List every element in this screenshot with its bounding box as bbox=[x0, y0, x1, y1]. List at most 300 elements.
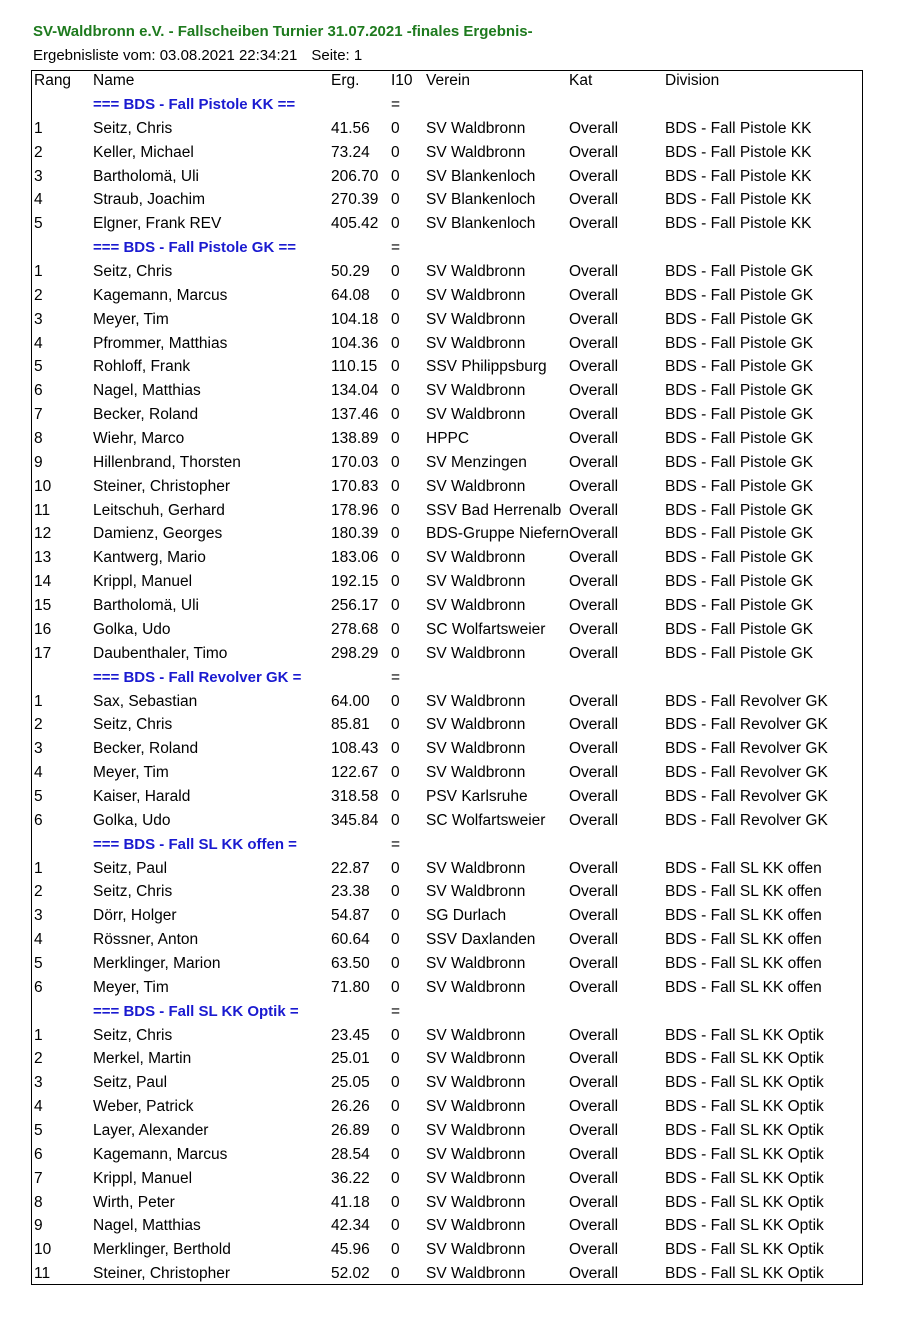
cell-erg: 23.38 bbox=[331, 883, 370, 901]
page-title: SV-Waldbronn e.V. - Fallscheiben Turnier 31.07.2021 -finales Ergebnis- bbox=[33, 23, 533, 40]
cell-verein: SV Waldbronn bbox=[426, 382, 526, 400]
cell-verein: SV Waldbronn bbox=[426, 716, 526, 734]
cell-i10: = bbox=[391, 668, 401, 686]
table-row bbox=[32, 477, 862, 501]
cell-i10: 0 bbox=[391, 310, 400, 328]
cell-kat: Overall bbox=[569, 1241, 619, 1259]
cell-division: BDS - Fall Pistole GK bbox=[665, 525, 814, 543]
cell-i10: 0 bbox=[391, 477, 400, 495]
header-name: Name bbox=[93, 72, 135, 89]
cell-rang: 3 bbox=[34, 740, 43, 758]
cell-rang: 5 bbox=[34, 215, 43, 233]
table-row bbox=[32, 405, 862, 429]
table-row bbox=[32, 572, 862, 596]
cell-i10: 0 bbox=[391, 1193, 400, 1211]
cell-erg: 25.05 bbox=[331, 1074, 370, 1092]
table-row bbox=[32, 596, 862, 620]
results-table bbox=[31, 70, 863, 1285]
group-title: === BDS - Fall Pistole GK == bbox=[93, 239, 296, 257]
cell-verein: SSV Daxlanden bbox=[426, 931, 536, 949]
cell-verein: SV Waldbronn bbox=[426, 477, 526, 495]
cell-kat: Overall bbox=[569, 1265, 619, 1283]
cell-verein: SV Waldbronn bbox=[426, 1145, 526, 1163]
cell-verein: SV Waldbronn bbox=[426, 1265, 526, 1283]
cell-division: BDS - Fall SL KK Optik bbox=[665, 1193, 824, 1211]
cell-verein: SV Waldbronn bbox=[426, 1169, 526, 1187]
cell-kat: Overall bbox=[569, 167, 619, 185]
cell-kat: Overall bbox=[569, 215, 619, 233]
cell-verein: SV Waldbronn bbox=[426, 692, 526, 710]
cell-kat: Overall bbox=[569, 501, 619, 519]
cell-i10: 0 bbox=[391, 740, 400, 758]
header-kat: Kat bbox=[569, 72, 593, 89]
cell-name: Meyer, Tim bbox=[93, 310, 169, 328]
cell-kat: Overall bbox=[569, 597, 619, 615]
cell-division: BDS - Fall SL KK Optik bbox=[665, 1241, 824, 1259]
cell-rang: 17 bbox=[34, 644, 52, 662]
cell-erg: 73.24 bbox=[331, 143, 370, 161]
table-row bbox=[32, 190, 862, 214]
table-row bbox=[32, 763, 862, 787]
table-row bbox=[32, 715, 862, 739]
cell-verein: SV Waldbronn bbox=[426, 549, 526, 567]
cell-erg: 137.46 bbox=[331, 406, 379, 424]
cell-verein: SV Waldbronn bbox=[426, 978, 526, 996]
cell-division: BDS - Fall Revolver GK bbox=[665, 787, 828, 805]
group-title: === BDS - Fall Revolver GK = bbox=[93, 668, 302, 686]
cell-division: BDS - Fall Pistole GK bbox=[665, 477, 814, 495]
cell-verein: SV Waldbronn bbox=[426, 263, 526, 281]
table-row bbox=[32, 739, 862, 763]
cell-kat: Overall bbox=[569, 525, 619, 543]
cell-verein: SV Waldbronn bbox=[426, 334, 526, 352]
cell-name: Becker, Roland bbox=[93, 740, 199, 758]
cell-division: BDS - Fall SL KK offen bbox=[665, 954, 822, 972]
cell-i10: 0 bbox=[391, 406, 400, 424]
cell-i10: 0 bbox=[391, 1169, 400, 1187]
cell-division: BDS - Fall SL KK Optik bbox=[665, 1121, 824, 1139]
cell-verein: SV Waldbronn bbox=[426, 310, 526, 328]
cell-erg: 63.50 bbox=[331, 954, 370, 972]
table-row bbox=[32, 381, 862, 405]
cell-division: BDS - Fall Pistole GK bbox=[665, 382, 814, 400]
cell-kat: Overall bbox=[569, 119, 619, 137]
table-row bbox=[32, 811, 862, 835]
cell-kat: Overall bbox=[569, 1121, 619, 1139]
table-row bbox=[32, 214, 862, 238]
cell-erg: 54.87 bbox=[331, 907, 370, 925]
cell-name: Bartholomä, Uli bbox=[93, 597, 199, 615]
cell-kat: Overall bbox=[569, 931, 619, 949]
cell-rang: 2 bbox=[34, 286, 43, 304]
cell-kat: Overall bbox=[569, 644, 619, 662]
cell-kat: Overall bbox=[569, 382, 619, 400]
cell-name: Keller, Michael bbox=[93, 143, 194, 161]
cell-division: BDS - Fall SL KK offen bbox=[665, 978, 822, 996]
cell-name: Seitz, Chris bbox=[93, 1026, 173, 1044]
cell-rang: 2 bbox=[34, 1050, 43, 1068]
cell-rang: 1 bbox=[34, 859, 43, 877]
cell-erg: 104.18 bbox=[331, 310, 379, 328]
cell-kat: Overall bbox=[569, 310, 619, 328]
table-row bbox=[32, 1121, 862, 1145]
cell-division: BDS - Fall Pistole GK bbox=[665, 430, 814, 448]
cell-verein: SV Waldbronn bbox=[426, 644, 526, 662]
cell-name: Nagel, Matthias bbox=[93, 1217, 201, 1235]
cell-erg: 23.45 bbox=[331, 1026, 370, 1044]
cell-division: BDS - Fall SL KK offen bbox=[665, 859, 822, 877]
cell-i10: 0 bbox=[391, 573, 400, 591]
cell-kat: Overall bbox=[569, 716, 619, 734]
group-header-row bbox=[32, 835, 862, 859]
cell-i10: 0 bbox=[391, 263, 400, 281]
group-title: === BDS - Fall Pistole KK == bbox=[93, 96, 296, 113]
list-date: Ergebnisliste vom: 03.08.2021 22:34:21 bbox=[33, 47, 298, 64]
cell-kat: Overall bbox=[569, 1098, 619, 1116]
cell-division: BDS - Fall Pistole KK bbox=[665, 143, 812, 161]
cell-division: BDS - Fall Pistole GK bbox=[665, 597, 814, 615]
cell-division: BDS - Fall Pistole GK bbox=[665, 644, 814, 662]
cell-erg: 104.36 bbox=[331, 334, 379, 352]
cell-name: Layer, Alexander bbox=[93, 1121, 209, 1139]
cell-division: BDS - Fall Revolver GK bbox=[665, 740, 828, 758]
cell-kat: Overall bbox=[569, 430, 619, 448]
cell-verein: SV Waldbronn bbox=[426, 406, 526, 424]
cell-erg: 60.64 bbox=[331, 931, 370, 949]
cell-kat: Overall bbox=[569, 907, 619, 925]
cell-verein: SV Waldbronn bbox=[426, 859, 526, 877]
cell-erg: 108.43 bbox=[331, 740, 379, 758]
cell-division: BDS - Fall SL KK Optik bbox=[665, 1145, 824, 1163]
cell-kat: Overall bbox=[569, 978, 619, 996]
cell-division: BDS - Fall SL KK Optik bbox=[665, 1026, 824, 1044]
table-row bbox=[32, 1073, 862, 1097]
cell-kat: Overall bbox=[569, 573, 619, 591]
table-row bbox=[32, 620, 862, 644]
cell-erg: 110.15 bbox=[331, 358, 378, 376]
cell-verein: SV Waldbronn bbox=[426, 954, 526, 972]
cell-rang: 8 bbox=[34, 1193, 43, 1211]
table-row bbox=[32, 262, 862, 286]
cell-name: Weber, Patrick bbox=[93, 1098, 194, 1116]
cell-verein: SV Waldbronn bbox=[426, 1074, 526, 1092]
cell-name: Golka, Udo bbox=[93, 811, 171, 829]
cell-verein: SV Waldbronn bbox=[426, 143, 526, 161]
table-row bbox=[32, 310, 862, 334]
cell-erg: 134.04 bbox=[331, 382, 379, 400]
cell-verein: SV Waldbronn bbox=[426, 1193, 526, 1211]
cell-division: BDS - Fall Pistole GK bbox=[665, 263, 814, 281]
cell-name: Wirth, Peter bbox=[93, 1193, 175, 1211]
table-row bbox=[32, 1145, 862, 1169]
cell-name: Elgner, Frank REV bbox=[93, 215, 222, 233]
cell-i10: = bbox=[391, 835, 401, 853]
cell-rang: 6 bbox=[34, 382, 43, 400]
cell-name: Wiehr, Marco bbox=[93, 430, 185, 448]
cell-rang: 3 bbox=[34, 167, 43, 185]
cell-rang: 11 bbox=[34, 501, 51, 519]
cell-name: Kaiser, Harald bbox=[93, 787, 191, 805]
cell-division: BDS - Fall Pistole GK bbox=[665, 501, 814, 519]
cell-verein: BDS-Gruppe Niefern bbox=[426, 525, 570, 543]
table-row bbox=[32, 930, 862, 954]
cell-rang: 2 bbox=[34, 716, 43, 734]
table-row bbox=[32, 906, 862, 930]
cell-division: BDS - Fall SL KK Optik bbox=[665, 1217, 824, 1235]
cell-division: BDS - Fall Pistole GK bbox=[665, 549, 814, 567]
cell-i10: 0 bbox=[391, 525, 400, 543]
cell-name: Steiner, Christopher bbox=[93, 1265, 230, 1283]
cell-verein: SV Blankenloch bbox=[426, 215, 536, 233]
cell-kat: Overall bbox=[569, 740, 619, 758]
cell-name: Sax, Sebastian bbox=[93, 692, 198, 710]
cell-erg: 64.00 bbox=[331, 692, 370, 710]
cell-rang: 6 bbox=[34, 811, 43, 829]
cell-verein: SV Blankenloch bbox=[426, 167, 536, 185]
cell-name: Seitz, Paul bbox=[93, 1074, 168, 1092]
table-row bbox=[32, 1026, 862, 1050]
table-row bbox=[32, 453, 862, 477]
cell-erg: 122.67 bbox=[331, 764, 379, 782]
cell-division: BDS - Fall Pistole GK bbox=[665, 286, 814, 304]
cell-name: Krippl, Manuel bbox=[93, 573, 193, 591]
table-row bbox=[32, 429, 862, 453]
cell-verein: SV Waldbronn bbox=[426, 597, 526, 615]
header-rang: Rang bbox=[34, 72, 72, 89]
cell-kat: Overall bbox=[569, 406, 619, 424]
cell-i10: 0 bbox=[391, 597, 400, 615]
cell-division: BDS - Fall Pistole GK bbox=[665, 334, 814, 352]
cell-division: BDS - Fall SL KK Optik bbox=[665, 1265, 824, 1283]
table-row bbox=[32, 167, 862, 191]
list-info bbox=[33, 47, 362, 64]
cell-kat: Overall bbox=[569, 334, 619, 352]
cell-i10: 0 bbox=[391, 907, 400, 925]
cell-division: BDS - Fall Pistole KK bbox=[665, 215, 812, 233]
cell-rang: 9 bbox=[34, 453, 43, 471]
cell-rang: 2 bbox=[34, 143, 43, 161]
cell-division: BDS - Fall Pistole KK bbox=[665, 191, 812, 209]
cell-i10: 0 bbox=[391, 167, 400, 185]
cell-name: Leitschuh, Gerhard bbox=[93, 501, 225, 519]
table-row bbox=[32, 787, 862, 811]
cell-erg: 36.22 bbox=[331, 1169, 370, 1187]
table-row bbox=[32, 357, 862, 381]
cell-i10: 0 bbox=[391, 1217, 400, 1235]
cell-name: Rössner, Anton bbox=[93, 931, 199, 949]
table-row bbox=[32, 524, 862, 548]
cell-rang: 1 bbox=[34, 263, 43, 281]
cell-erg: 192.15 bbox=[331, 573, 379, 591]
cell-name: Kagemann, Marcus bbox=[93, 1145, 228, 1163]
cell-division: BDS - Fall Revolver GK bbox=[665, 811, 828, 829]
cell-rang: 3 bbox=[34, 907, 43, 925]
cell-rang: 1 bbox=[34, 692, 43, 710]
cell-i10: 0 bbox=[391, 1241, 400, 1259]
cell-kat: Overall bbox=[569, 549, 619, 567]
cell-i10: 0 bbox=[391, 549, 400, 567]
table-row bbox=[32, 859, 862, 883]
cell-kat: Overall bbox=[569, 358, 619, 376]
header-division: Division bbox=[665, 72, 720, 89]
table-row bbox=[32, 334, 862, 358]
cell-i10: 0 bbox=[391, 191, 400, 209]
cell-kat: Overall bbox=[569, 692, 619, 710]
cell-verein: SV Waldbronn bbox=[426, 573, 526, 591]
cell-erg: 52.02 bbox=[331, 1265, 370, 1283]
table-row bbox=[32, 548, 862, 572]
cell-kat: Overall bbox=[569, 143, 619, 161]
cell-erg: 278.68 bbox=[331, 620, 379, 638]
cell-i10: = bbox=[391, 96, 401, 113]
cell-verein: SG Durlach bbox=[426, 907, 507, 925]
cell-verein: SV Waldbronn bbox=[426, 1026, 526, 1044]
cell-i10: 0 bbox=[391, 501, 400, 519]
cell-division: BDS - Fall SL KK offen bbox=[665, 883, 822, 901]
cell-verein: SV Waldbronn bbox=[426, 286, 526, 304]
cell-verein: SV Waldbronn bbox=[426, 764, 526, 782]
cell-erg: 183.06 bbox=[331, 549, 379, 567]
cell-name: Seitz, Chris bbox=[93, 883, 173, 901]
cell-i10: 0 bbox=[391, 453, 400, 471]
cell-rang: 4 bbox=[34, 334, 43, 352]
cell-name: Meyer, Tim bbox=[93, 978, 169, 996]
cell-verein: SV Waldbronn bbox=[426, 1217, 526, 1235]
cell-verein: SSV Philippsburg bbox=[426, 358, 547, 376]
cell-kat: Overall bbox=[569, 453, 619, 471]
cell-i10: 0 bbox=[391, 143, 400, 161]
cell-i10: 0 bbox=[391, 764, 400, 782]
cell-erg: 345.84 bbox=[331, 811, 379, 829]
cell-i10: 0 bbox=[391, 1098, 400, 1116]
cell-erg: 180.39 bbox=[331, 525, 379, 543]
cell-kat: Overall bbox=[569, 954, 619, 972]
cell-rang: 4 bbox=[34, 931, 43, 949]
table-row bbox=[32, 501, 862, 525]
cell-verein: SC Wolfartsweier bbox=[426, 811, 546, 829]
page-number: Seite: 1 bbox=[311, 47, 363, 64]
cell-rang: 10 bbox=[34, 477, 52, 495]
cell-i10: 0 bbox=[391, 644, 400, 662]
cell-rang: 7 bbox=[34, 1169, 43, 1187]
cell-erg: 42.34 bbox=[331, 1217, 370, 1235]
table-row bbox=[32, 882, 862, 906]
group-header-row bbox=[32, 668, 862, 692]
cell-name: Seitz, Paul bbox=[93, 859, 168, 877]
header-erg: Erg. bbox=[331, 72, 360, 89]
cell-name: Steiner, Christopher bbox=[93, 477, 230, 495]
cell-division: BDS - Fall Revolver GK bbox=[665, 716, 828, 734]
cell-name: Damienz, Georges bbox=[93, 525, 223, 543]
cell-rang: 5 bbox=[34, 358, 43, 376]
header-i10: I10 bbox=[391, 72, 413, 89]
cell-rang: 9 bbox=[34, 1217, 43, 1235]
cell-rang: 2 bbox=[34, 883, 43, 901]
cell-i10: 0 bbox=[391, 1026, 400, 1044]
cell-division: BDS - Fall Pistole KK bbox=[665, 119, 812, 137]
cell-i10: 0 bbox=[391, 215, 400, 233]
cell-kat: Overall bbox=[569, 620, 619, 638]
cell-division: BDS - Fall SL KK Optik bbox=[665, 1169, 824, 1187]
cell-kat: Overall bbox=[569, 1193, 619, 1211]
table-row bbox=[32, 1193, 862, 1217]
cell-verein: SV Waldbronn bbox=[426, 119, 526, 137]
cell-i10: 0 bbox=[391, 716, 400, 734]
cell-erg: 22.87 bbox=[331, 859, 370, 877]
cell-erg: 270.39 bbox=[331, 191, 379, 209]
cell-name: Rohloff, Frank bbox=[93, 358, 191, 376]
cell-name: Kantwerg, Mario bbox=[93, 549, 206, 567]
table-row bbox=[32, 644, 862, 668]
cell-rang: 15 bbox=[34, 597, 52, 615]
cell-i10: = bbox=[391, 1002, 401, 1020]
cell-kat: Overall bbox=[569, 1026, 619, 1044]
cell-kat: Overall bbox=[569, 263, 619, 281]
cell-rang: 8 bbox=[34, 430, 43, 448]
cell-kat: Overall bbox=[569, 764, 619, 782]
cell-i10: = bbox=[391, 239, 401, 257]
cell-name: Krippl, Manuel bbox=[93, 1169, 193, 1187]
table-row bbox=[32, 143, 862, 167]
cell-i10: 0 bbox=[391, 1050, 400, 1068]
cell-verein: SV Waldbronn bbox=[426, 1241, 526, 1259]
cell-kat: Overall bbox=[569, 859, 619, 877]
cell-name: Merklinger, Marion bbox=[93, 954, 221, 972]
cell-verein: PSV Karlsruhe bbox=[426, 787, 528, 805]
cell-rang: 3 bbox=[34, 1074, 43, 1092]
cell-kat: Overall bbox=[569, 811, 619, 829]
cell-rang: 4 bbox=[34, 191, 43, 209]
cell-erg: 138.89 bbox=[331, 430, 379, 448]
table-row bbox=[32, 1097, 862, 1121]
cell-rang: 5 bbox=[34, 954, 43, 972]
group-header-row bbox=[32, 95, 862, 119]
cell-rang: 16 bbox=[34, 620, 52, 638]
cell-rang: 3 bbox=[34, 310, 43, 328]
cell-i10: 0 bbox=[391, 119, 400, 137]
table-header bbox=[32, 71, 862, 95]
cell-erg: 256.17 bbox=[331, 597, 379, 615]
cell-name: Bartholomä, Uli bbox=[93, 167, 199, 185]
cell-kat: Overall bbox=[569, 1074, 619, 1092]
cell-i10: 0 bbox=[391, 787, 400, 805]
cell-kat: Overall bbox=[569, 1050, 619, 1068]
cell-kat: Overall bbox=[569, 1169, 619, 1187]
cell-kat: Overall bbox=[569, 787, 619, 805]
cell-verein: SV Waldbronn bbox=[426, 1121, 526, 1139]
cell-division: BDS - Fall Pistole GK bbox=[665, 573, 814, 591]
cell-i10: 0 bbox=[391, 620, 400, 638]
cell-erg: 28.54 bbox=[331, 1145, 370, 1163]
cell-kat: Overall bbox=[569, 883, 619, 901]
cell-name: Merkel, Martin bbox=[93, 1050, 192, 1068]
cell-division: BDS - Fall SL KK Optik bbox=[665, 1074, 824, 1092]
cell-verein: SV Blankenloch bbox=[426, 191, 536, 209]
table-row bbox=[32, 119, 862, 143]
cell-erg: 318.58 bbox=[331, 787, 379, 805]
cell-division: BDS - Fall SL KK Optik bbox=[665, 1050, 824, 1068]
cell-rang: 5 bbox=[34, 1121, 43, 1139]
cell-division: BDS - Fall Revolver GK bbox=[665, 764, 828, 782]
group-header-row bbox=[32, 238, 862, 262]
cell-division: BDS - Fall SL KK offen bbox=[665, 907, 822, 925]
cell-erg: 178.96 bbox=[331, 501, 379, 519]
cell-name: Nagel, Matthias bbox=[93, 382, 201, 400]
table-row bbox=[32, 1216, 862, 1240]
cell-name: Daubenthaler, Timo bbox=[93, 644, 228, 662]
cell-erg: 206.70 bbox=[331, 167, 379, 185]
cell-name: Meyer, Tim bbox=[93, 764, 169, 782]
